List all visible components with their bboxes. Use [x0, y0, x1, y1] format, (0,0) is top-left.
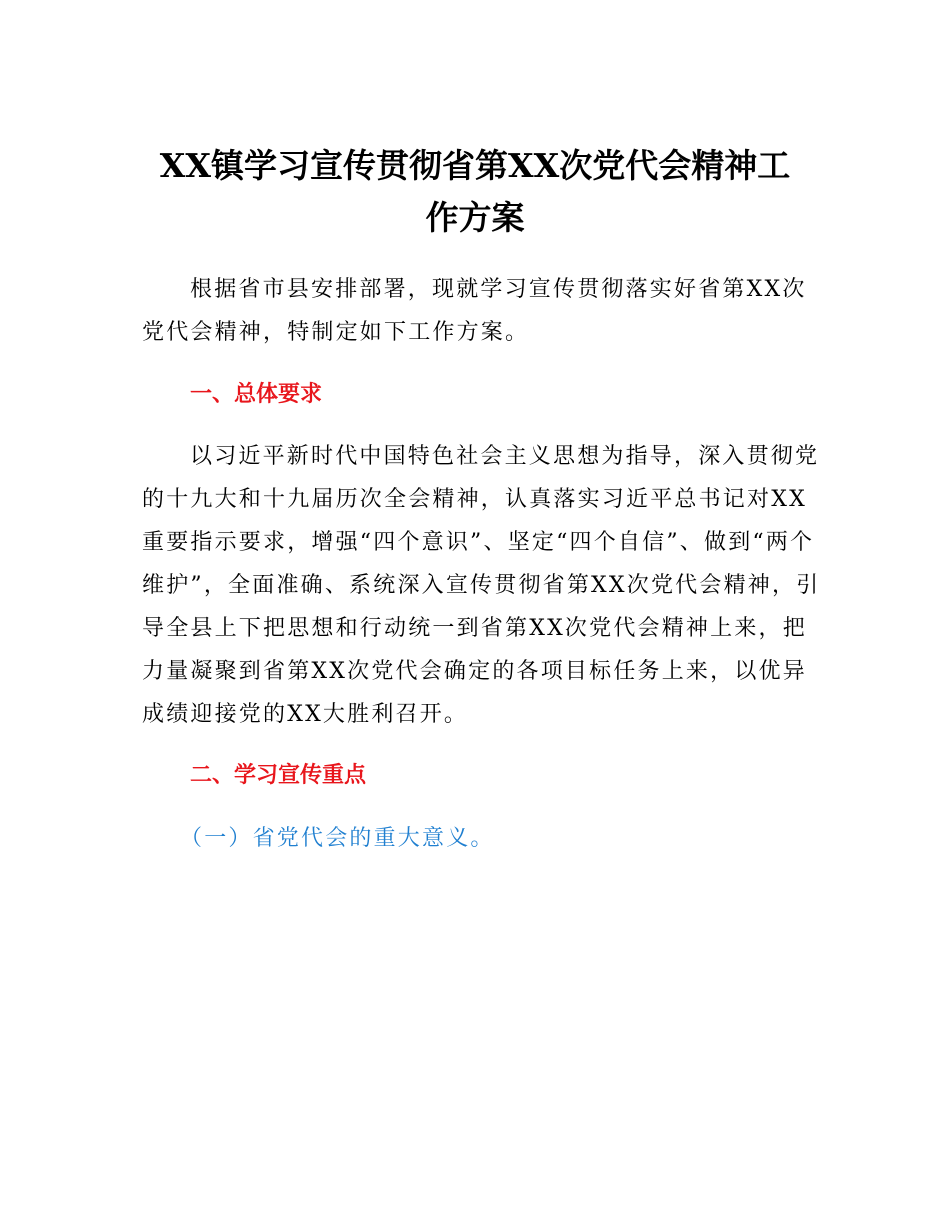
title-line-1: XX镇学习宣传贯彻省第XX次党代会精神工	[159, 146, 791, 185]
document-title	[130, 140, 820, 244]
general-requirements-paragraph: 以习近平新时代中国特色社会主义思想为指导，深入贯彻党的十九大和十九届历次全会精神，认真落实习近平总书记对XX重要指示要求，增强“四个意识”、坚定“四个自信”、做到“两个维护”，全面准确、系统深入宣传贯彻省第XX次党代会精神，引导全县上下把思想和行动统一到省第XX次党代会精神上来，把力量凝聚到省第XX次党代会确定的各项目标任务上来，以优异成绩迎接党的XX大胜利召开。	[142, 444, 821, 727]
subsection-heading-significance: （一）省党代会的重大意义。	[180, 826, 495, 851]
section-heading-general-requirements: 一、总体要求	[190, 382, 323, 407]
section-heading-study-focus: 二、学习宣传重点	[190, 763, 367, 788]
title-line-2: 作方案	[425, 198, 525, 237]
intro-paragraph: 根据省市县安排部署，现就学习宣传贯彻落实好省第XX次党代会精神，特制定如下工作方案。	[142, 277, 807, 345]
